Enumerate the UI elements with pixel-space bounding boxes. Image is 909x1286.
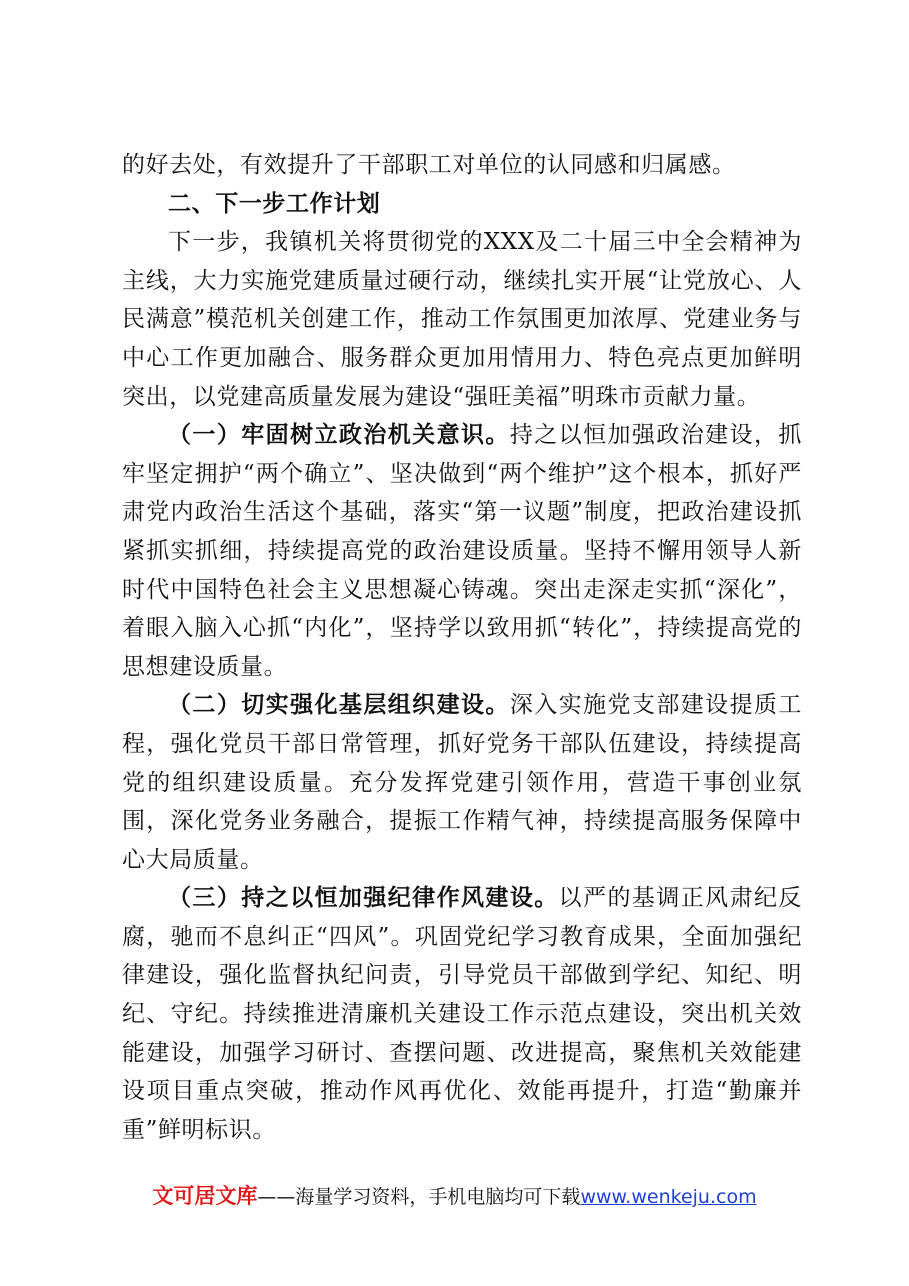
plan-item-2 (122, 686, 802, 879)
plan-item-heading: （二）切实强化基层组织建设。 (168, 691, 510, 719)
document-body (122, 146, 802, 1149)
footer-banner (0, 1180, 909, 1210)
plan-item-3 (122, 879, 802, 1149)
continuation-paragraph: 的好去处，有效提升了干部职工对单位的认同感和归属感。 (122, 152, 736, 178)
intro-paragraph: 下一步，我镇机关将贯彻党的XXX及二十届三中全会精神为主线，大力实施党建质量过硬行动，继续扎实开展“让党放心、人民满意”模范机关创建工作，推动工作氛围更加浓厚、党建业务与中心工作更加融合、服务群众更加用情用力、特色亮点更加鲜明突出，以党建高质量发展为建设“强旺美福”明珠市贡献力量。 (122, 229, 802, 410)
plan-item-heading: （三）持之以恒加强纪律作风建设。 (168, 884, 559, 912)
plan-item-body: 持之以恒加强政治建设，抓牢坚定拥护“两个确立”、坚决做到“两个维护”这个根本，抓好严肃党内政治生活这个基础，落实“第一议题”制度，把政治建设抓紧抓实抓细，持续提高党的政治建设质量。坚持不懈用领导人新时代中国特色社会主义思想凝心铸魂。突出走深走实抓“深化”，着眼入脑入心抓“内化”，坚持学以致用抓“转化”，持续提高党的思想建设质量。 (122, 422, 803, 680)
footer-website-link[interactable]: www.wenkeju.com (580, 1186, 757, 1208)
plan-item-body: 深入实施党支部建设提质工程，强化党员干部日常管理，抓好党务干部队伍建设，持续提高党的组织建设质量。充分发挥党建引领作用，营造干事创业氛围，深化党务业务融合，提振工作精气神，持续提高服务保障中心大局质量。 (122, 692, 803, 873)
plan-item-1 (122, 416, 802, 686)
footer-slogan: ——海量学习资料，手机电脑均可下载 (257, 1186, 581, 1208)
footer-brand: 文可居文库 (152, 1184, 258, 1208)
section-heading: 二、下一步工作计划 (168, 190, 381, 217)
plan-item-body: 以严的基调正风肃纪反腐，驰而不息纠正“四风”。巩固党纪学习教育成果，全面加强纪律建设，强化监督执纪问责，引导党员干部做到学纪、知纪、明纪、守纪。持续推进清廉机关建设工作示范点建设，突出机关效能建设，加强学习研讨、查摆问题、改进提高，聚焦机关效能建设项目重点突破，推动作风再优化、效能再提升，打造“勤廉并重”鲜明标识。 (122, 885, 802, 1143)
plan-item-heading: （一）牢固树立政治机关意识。 (168, 421, 510, 449)
